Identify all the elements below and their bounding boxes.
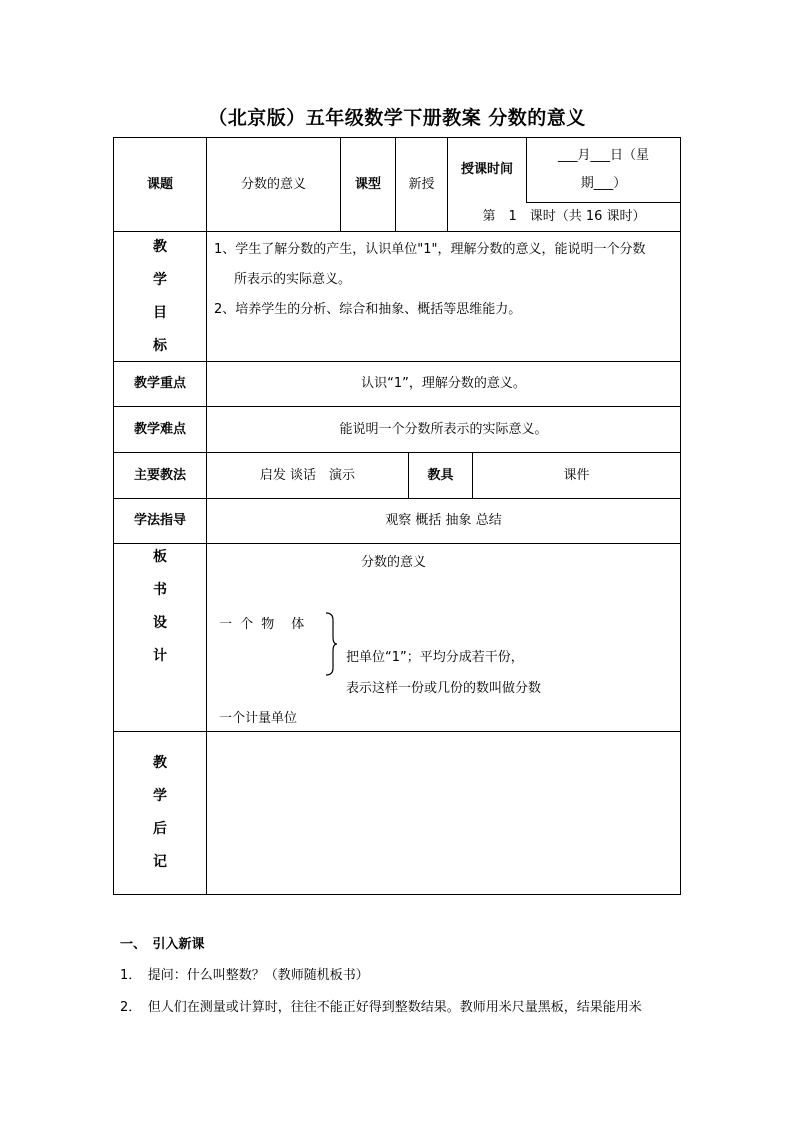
label-char: 设 xyxy=(153,615,167,631)
date-line-2: 期___） xyxy=(580,176,627,191)
goal-item-1-line-2: 所表示的实际意义。 xyxy=(234,272,352,287)
goals-label xyxy=(114,232,206,361)
topic-value: 分数的意义 xyxy=(240,176,306,192)
key-points-label: 教学重点 xyxy=(133,376,186,392)
teaching-time-label: 授课时间 xyxy=(460,162,513,178)
board-design-label xyxy=(114,544,206,670)
label-char: 教 xyxy=(153,755,167,771)
page-title: （北京版）五年级数学下册教案 分数的意义 xyxy=(208,107,586,129)
reflection-content xyxy=(207,732,680,894)
label-char: 后 xyxy=(153,821,167,837)
goal-item-1-line-1: 1、学生了解分数的产生，认识单位"1"，理解分数的意义，能说明一个分数 xyxy=(214,242,646,257)
board-left-item: 一 个 物 体 xyxy=(219,617,307,632)
label-char: 学 xyxy=(153,271,167,288)
label-char: 目 xyxy=(153,304,167,321)
tools-value: 课件 xyxy=(563,467,590,483)
tools-label: 教具 xyxy=(427,467,454,483)
section-heading: 一、 引入新课 xyxy=(120,937,205,952)
table-border xyxy=(113,894,681,895)
key-points-value: 认识“1”，理解分数的意义。 xyxy=(361,376,526,392)
label-char: 板 xyxy=(153,549,167,565)
body-item-1: 1． 提问：什么叫整数？（教师随机板书） xyxy=(120,968,369,983)
teaching-date xyxy=(527,138,680,202)
reflection-label xyxy=(114,732,206,894)
label-char: 标 xyxy=(153,337,167,354)
methods-label: 主要教法 xyxy=(133,467,186,483)
date-line-1: ___月___日（星 xyxy=(557,148,649,163)
label-char: 教 xyxy=(153,238,167,255)
label-char: 记 xyxy=(153,854,167,870)
curly-brace-icon xyxy=(322,612,338,676)
board-right-line-1: 把单位“1”；平均分成若干份， xyxy=(346,650,524,665)
lesson-type-label: 课型 xyxy=(354,176,381,192)
goal-item-1 xyxy=(214,235,676,325)
difficulties-label: 教学难点 xyxy=(133,421,186,437)
difficulties-value: 能说明一个分数所表示的实际意义。 xyxy=(339,421,548,437)
table-border xyxy=(680,137,681,895)
board-right-line-2: 表示这样一份或几份的数叫做分数 xyxy=(346,681,542,696)
topic-label: 课题 xyxy=(146,176,173,192)
methods-value: 启发 谈话 演示 xyxy=(259,467,356,483)
board-heading: 分数的意义 xyxy=(361,555,427,570)
goal-item-2: 2、培养学生的分析、综合和抽象、概括等思维能力。 xyxy=(214,302,522,317)
lesson-count: 第 1 课时（共 16 课时） xyxy=(482,209,646,225)
label-char: 计 xyxy=(153,648,167,664)
lesson-type-value: 新授 xyxy=(408,176,435,192)
board-bottom-item: 一个计量单位 xyxy=(219,711,298,726)
label-char: 书 xyxy=(153,582,167,598)
study-guide-label: 学法指导 xyxy=(133,513,186,529)
body-item-2: 2． 但人们在测量或计算时，往往不能正好得到整数结果。教师用米尺量黑板，结果能用米 xyxy=(120,1000,642,1015)
label-char: 学 xyxy=(153,788,167,804)
study-guide-value: 观察 概括 抽象 总结 xyxy=(385,513,502,529)
